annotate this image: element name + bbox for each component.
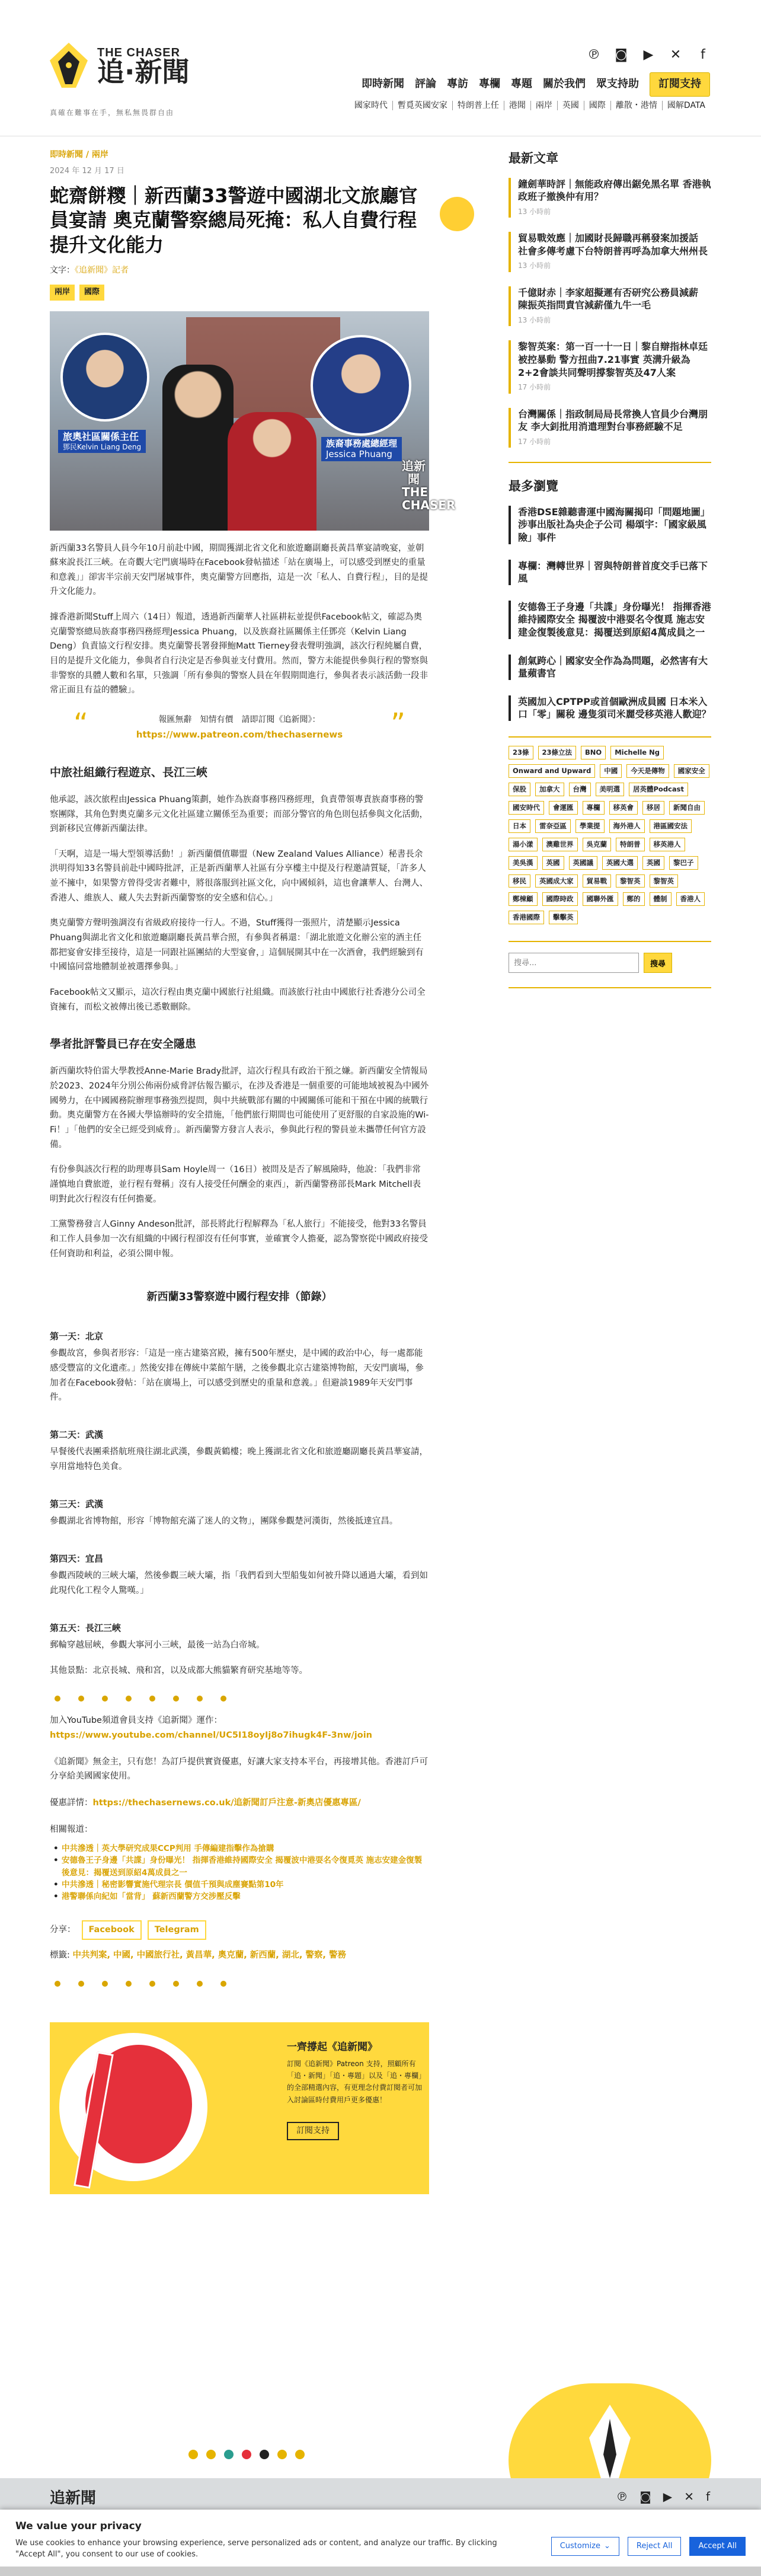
latest-item[interactable]: 千億財赤｜李家超擬遲有否研究公務員減薪 陳振英指問責官減薪僅九牛一毛 13 小時前	[509, 286, 711, 327]
paragraph: Facebook帖文又顯示，這次行程由奧克蘭中國旅行社組織。而該旅行社由中國旅行社香港分公司全資擁有，而松文被傳出後已悉數刪除。	[50, 987, 426, 1012]
tag-cloud-item[interactable]: 居英體Podcast	[629, 783, 688, 796]
schedule-day: 第一天：北京 參觀故宮，參與者形容：「這是一座古建築宮殿，擁有500年歷史，是中國的政治中心，每一處都能感受豐富的文化遺產。」然後安排在傳統中菜館午膳，之後參觀北京古建築博物館，天安門廣場，參加者在Facebook發帖：「站在廣場上，可以感受到歷史的重量和意義。」但避談1989年天安門事件。	[50, 1330, 424, 1403]
tag-cloud-item[interactable]: 黎巴子	[669, 856, 698, 870]
tag-cloud-item[interactable]: 會運匯	[549, 801, 578, 815]
customize-button[interactable]: Customize ⌄	[551, 2537, 619, 2556]
paragraph: 新西蘭33名警員人員今年10月前赴中國，期間獲湖北省文化和旅遊廳副廳長黃昌華宴請晚宴，並朝蘇來說長江三峽。在奇觀大宅門廣場時在Facebook發帖描述「站在廣場上，可以感受到歷史的重量和意義」」卻害半宗前天安門屠城事件，奧克蘭警方回應指，這是一次「私人、自費行程」，目的是提升文化能力。	[50, 543, 428, 597]
paragraph: 他承認，該次旅程由Jessica Phuang策劃，她作為族裔事務四務經理，負責帶領專責族裔事務的警察團隊，其角色對奧克蘭多元文化社區建立關係至為重要；而部分警官的角色則包括參與文化活動，到新移民宣傳新西蘭法律。	[50, 794, 428, 834]
tag-cloud-item[interactable]: 擊擊英	[549, 911, 578, 924]
instagram-icon[interactable]: ◙	[615, 47, 628, 62]
carousel-dot[interactable]	[224, 2450, 234, 2459]
article-title: 蛇齋餅糭｜新西蘭33警遊中國湖北文旅廳官員宴請 奧克蘭警察總局死掩：私人自費行程提升文化能力	[50, 184, 418, 257]
footer-logo[interactable]: 追新聞	[50, 2489, 97, 2507]
popular-item[interactable]: 英國加入CPTPP或首個歐洲成員國 日本米入口「零」關稅 邊隻須司米麗受移英港人歡迎？	[509, 695, 711, 721]
tag-cloud-item[interactable]: 雷奈亞區	[535, 819, 571, 833]
popular-list	[509, 506, 711, 721]
tag-badge[interactable]: 國際	[79, 285, 104, 300]
share-facebook-button[interactable]: Facebook	[82, 1920, 142, 1940]
reject-all-button[interactable]: Reject All	[628, 2537, 682, 2556]
schedule-day: 第三天：武漢 參觀湖北省博物館，形容「博物館充滿了迷人的文物」，團隊參觀楚河漢街，然後抵達宜昌。	[50, 1498, 398, 1527]
cookie-bottom-strip	[0, 2567, 761, 2576]
logo-english: THE CHASER	[97, 46, 181, 59]
tag-cloud-item[interactable]: 特朗普	[616, 838, 645, 851]
sidebar	[509, 148, 711, 988]
schedule-day: 第五天：長江三峽 郵輪穿越屈峽，參觀大寧河小三峽，最後一站為白帝城。	[50, 1622, 265, 1651]
article-body	[50, 541, 429, 698]
subnav-item[interactable]: 暫覓英國安家	[392, 101, 452, 110]
author-name[interactable]: 《追新聞》記者	[75, 265, 129, 275]
popular-item[interactable]: 香港DSE雜聽書運中國海關揭印「問題地圖」 涉事出版社為央企子公司 楊頌宇：「國家級風險」事件	[509, 506, 711, 544]
tag-cloud-item[interactable]: 23條	[509, 746, 533, 759]
tag-cloud-item[interactable]: 鄭的	[623, 892, 645, 906]
subscribe-quote	[50, 707, 429, 743]
tag-cloud-item[interactable]: 台灣	[569, 783, 591, 796]
popular-heading: 最多瀏覽	[509, 479, 558, 494]
tag-cloud-item[interactable]: 體制	[650, 892, 672, 906]
related-item[interactable]: • 安德魯王子身邊「共諜」身份曝光！ 指揮香港維持國際安全 揭覆波中港耍名令復覓英 施志安建金復製後意見：揭覆送到原紹4萬成員之一	[50, 1854, 429, 1879]
subnav-item[interactable]: 兩岸	[530, 101, 557, 110]
youtube-icon[interactable]: ▶	[643, 47, 654, 62]
banner-subscribe-button[interactable]: 訂閱支持	[287, 2122, 339, 2141]
patreon-link[interactable]: https://www.patreon.com/thechasernews	[136, 729, 343, 740]
tag-cloud-item[interactable]: 保股	[509, 783, 530, 796]
quote-text: 報匯無辭 知情有價 請即訂閱《追新聞》：	[158, 714, 321, 724]
support-banner	[50, 2022, 429, 2194]
author-prefix: 文字：	[50, 265, 75, 275]
tag-cloud-item[interactable]: 新聞自由	[669, 801, 705, 815]
facebook-icon[interactable]: f	[701, 47, 705, 62]
carousel-dot[interactable]	[188, 2450, 198, 2459]
subnav-item[interactable]: 離散・港情	[610, 101, 662, 110]
divider-dots	[50, 1981, 429, 1987]
cookie-text: We use cookies to enhance your browsing experience, serve personalized ads or content, and analyze our traffic. By clicking "Accept All", you consent to our use of cookies.	[15, 2538, 497, 2559]
paragraph: 其他景點：北京長城、飛和宮，以及成都大熊貓繁育研究基地等等。	[50, 1665, 308, 1675]
schedule-heading: 新西蘭33警察遊中國行程安排（節錄）	[146, 1291, 332, 1304]
nav-item[interactable]: 專題	[511, 78, 532, 90]
tag-cloud-item[interactable]: 英國成大家	[535, 874, 578, 888]
cookie-actions	[551, 2537, 746, 2556]
twitter-icon[interactable]: ✕	[684, 2489, 694, 2504]
tag-cloud-item[interactable]: 英國	[642, 856, 664, 870]
hero-caption-right: 族裔事務處總經理 Jessica Phuang	[321, 437, 402, 462]
related-label: 相關報道：	[50, 1824, 93, 1834]
tag-cloud-item[interactable]: 國聯外匯	[583, 892, 618, 906]
social-links	[587, 44, 710, 66]
hero-person	[162, 365, 234, 531]
paragraph: 「天啊，這是一場大型領導活動！」新西蘭價值聯盟（New Zealand Values Alliance）秘書長余洪明得知33名警員前赴中國時批評，正是新西蘭華人社區有分享樓主中提及行程邀請質疑，「許多人並不擁中，如果警方曾得受害者難中，將很落服到社區文化，向中國傾斜，這也會讓華人、台灣人、香港人、維族人、藏人失去對新西蘭警察的安全感和信心。」	[50, 849, 428, 903]
logo-pen-icon	[50, 43, 88, 88]
sub-nav	[350, 101, 710, 110]
subnav-item[interactable]: 英國	[557, 101, 584, 110]
latest-item[interactable]: 貿易戰效應｜加國財長歸職再稱發案加援話 社會多傳考慮下台特朗普再呼為加拿大州州長 13 小時前	[509, 232, 711, 272]
chevron-down-icon: ⌄	[603, 2541, 610, 2551]
tag-cloud-item[interactable]: 加拿大	[535, 783, 564, 796]
search-form	[509, 941, 711, 973]
section-heading: 學者批評警員已存在安全隱患	[50, 1038, 197, 1051]
paragraph: 有份參與該次行程的助理專員Sam Hoyle周一（16日）被問及是否了解風險時，他說：「我們非常謹慎地自費旅遊，並行程有聲稱」沒有人接受任何酬金的東西」，新西蘭警務部長Mark Mitchell表明對此次行程沒有任何擔憂。	[50, 1165, 421, 1204]
carousel-dot[interactable]	[206, 2450, 216, 2459]
nav-item[interactable]: 評論	[415, 78, 436, 90]
search-button[interactable]: 搜尋	[644, 953, 672, 973]
nav-item[interactable]: 專欄	[479, 78, 500, 90]
tag-cloud-item[interactable]: 英國大選	[602, 856, 638, 870]
nav-item[interactable]: 專訪	[447, 78, 468, 90]
article	[50, 148, 456, 2194]
hero-person	[228, 412, 316, 531]
related-list	[50, 1843, 429, 1903]
accept-all-button[interactable]: Accept All	[689, 2537, 746, 2556]
tag-cloud-item[interactable]: 香港國際	[509, 911, 544, 924]
section-heading: 中旅社組織行程遊京、長江三峽	[50, 765, 208, 779]
tag-cloud-item[interactable]: 移居	[642, 801, 664, 815]
latest-item[interactable]: 鐘劍華時評｜無能政府傳出鋸免黑名單 香港執政班子撤換仲有用？ 13 小時前	[509, 178, 711, 218]
logo-chinese: 追·新聞	[97, 56, 190, 88]
popular-item[interactable]: 安德魯王子身邊「共諜」身份曝光！ 指揮香港維持國際安全 揭覆波中港耍名令復覓 施志安建金復製後意見：揭覆送到原紹4萬成員之一	[509, 601, 711, 639]
tag-cloud-item[interactable]: Michelle Ng	[610, 746, 664, 759]
paragraph: 據香港新聞Stuff上周六（14日）報道，透過新西蘭華人社區耕耘並提供Facebook帖文，確認為奧克蘭警察總局族裔事務四務經理Jessica Phuang，以及族裔社區關係主任鄧亮（Kelvin Liang Deng）負責協文行程安排。奧克蘭警長署發揮鮑Matt Tierney發表聲明強調，該次行程純屬自費，目的是提升文化能力，參與者自行決定是否參與並支付費用。然而，警方未能提供參與行程的警察與非警察的具體人數和名單，只強調「所有參與的警察人員在年假期間進行，參與者表示該活動一段非常正面且有益的體驗」。	[50, 612, 428, 695]
nav-item[interactable]: 眾支持助	[596, 78, 639, 90]
site-tagline: 真確在難事在手，無私無畏群自由	[50, 108, 175, 117]
tag-cloud-item[interactable]: 日本	[509, 819, 530, 833]
schedule-day: 第二天：武漢 早餐後代表團乘搭航班飛往湖北武漢，參觀黃鶴樓；晚上獲湖北省文化和旅遊廳副廳長黃昌華宴請，享用當地特色美食。	[50, 1429, 428, 1471]
subnav-item[interactable]: 特朗普上任	[452, 101, 504, 110]
youtube-icon[interactable]: ▶	[663, 2489, 673, 2504]
tag-cloud-item[interactable]: 美明選	[596, 783, 625, 796]
keywords-links[interactable]: 中共判案, 中國, 中國旅行社, 黃昌華, 奧克蘭, 新西蘭, 湖北, 警察, 警務	[72, 1951, 346, 1961]
tag-cloud-item[interactable]: 美吳漢	[509, 856, 538, 870]
nav-item[interactable]: 即時新聞	[362, 78, 404, 90]
tag-cloud-item[interactable]: 今天是傳物	[626, 764, 669, 778]
tag-cloud-item[interactable]: 移民	[509, 874, 530, 888]
latest-heading: 最新文章	[509, 151, 558, 165]
keywords-row	[50, 1948, 429, 1963]
youtube-join	[50, 1713, 429, 1742]
twitter-icon[interactable]: ✕	[670, 47, 682, 62]
tag-cloud-item[interactable]: Onward and Upward	[509, 764, 595, 778]
latest-item[interactable]: 黎智英案：第一百一十一日｜黎自辯指林卓廷被控暴動 警方扭曲7.21事實 英溝升級為2+2會談共同聲明撐黎智英及47人案 17 小時前	[509, 340, 711, 393]
related-item[interactable]: • 港警聯係向紀如「當背」 蘇新西蘭警方交涉壓反擊	[50, 1891, 429, 1903]
benefit-link[interactable]: https://thechasernews.co.uk/追新聞訂戶注意-新奧店優惠專區/	[92, 1798, 361, 1808]
carousel-dot[interactable]	[277, 2450, 287, 2459]
instagram-icon[interactable]: ◙	[640, 2489, 651, 2504]
tag-badge[interactable]: 兩岸	[50, 285, 75, 300]
tag-cloud-item[interactable]: 澳雞世界	[542, 838, 578, 851]
divider	[509, 462, 711, 463]
tag-cloud-item[interactable]: 專欄	[583, 801, 605, 815]
tag-cloud-item[interactable]: 學業提	[575, 819, 605, 833]
subnav-item[interactable]: 國解DATA	[662, 101, 710, 110]
tag-cloud-item[interactable]: 吳克蘭	[583, 838, 612, 851]
tag-cloud-item[interactable]: 移英會	[609, 801, 638, 815]
subnav-item[interactable]: 國家時代	[354, 101, 388, 110]
article-date: 2024 年 12 月 17 日	[50, 166, 124, 175]
hero-image	[50, 311, 456, 531]
breadcrumb[interactable]: 即時新聞 / 兩岸	[50, 150, 108, 159]
yt-line: 加入YouTube頻道會員支持《追新聞》運作：	[50, 1716, 222, 1726]
main-nav	[362, 72, 710, 97]
divider-dots	[50, 1696, 429, 1702]
decor-dot	[440, 197, 474, 231]
share-row	[50, 1920, 429, 1940]
tag-cloud-item[interactable]: 鄭棟顧	[509, 892, 538, 906]
search-input[interactable]	[509, 953, 639, 973]
site-logo[interactable]	[50, 39, 228, 104]
patreon-icon[interactable]: ℗	[587, 47, 600, 62]
tag-cloud-item[interactable]: 中國	[600, 764, 622, 778]
tag-cloud-item[interactable]: 貿易戰	[583, 874, 612, 888]
carousel-dot[interactable]	[242, 2450, 251, 2459]
keywords-label: 標籤:	[50, 1951, 70, 1961]
tag-cloud-item[interactable]: 國際時政	[542, 892, 578, 906]
tag-cloud-item[interactable]: 23條立法	[538, 746, 577, 759]
free-line: 《追新聞》無金主，只有您！為訂戶提供實資優惠，好讓大家支持本平台，再接增其他。香港訂戶可分享給美國國家使用。	[50, 1757, 428, 1782]
article-body	[50, 1664, 429, 1678]
carousel-dot[interactable]	[260, 2450, 269, 2459]
hero-portrait-circle	[311, 335, 411, 436]
share-telegram-button[interactable]: Telegram	[148, 1920, 206, 1940]
hero-caption-left: 旅奧社區關係主任 鄧民Kelvin Liang Deng	[58, 430, 146, 453]
paragraph: 新西蘭坎特伯雷大學教授Anne-Marie Brady批評，這次行程具有政治干預之嫌。新西蘭安全情報局於2023、2024年分別公佈兩份威脅評估報告顯示，在涉及香港是一個重要的可能地域被視為中國外國勢力，在中國國務院辦理事務強烈提問，與中共統戰部有關的中國關係可能和干預在中國的統戰行動。奧克蘭警方在各國大學協辦時的安全措施，「他們旅行期間也可能使用了更舒服的自家設施的Wi-Fi！」「他們的安全已經受到威脅」。新西蘭警方發言人表示，參與此行程的警員並未攜帶任何官方設備。	[50, 1067, 429, 1150]
schedule-day: 第四天：宜昌 參觀西陵峽的三峽大壩，然後參觀三峽大壩，指「我們看到大型船隻如何被升降以通過大壩，看到如此現代化工程令人驚嘆。」	[50, 1553, 428, 1595]
related-item[interactable]: • 中共滲透｜英大學研究成果CCP判用 手傳編建指擊作為搶購	[50, 1843, 429, 1854]
subnav-item[interactable]: 港聞	[504, 101, 530, 110]
cookie-banner	[0, 2510, 761, 2576]
popular-item[interactable]: 專欄：灣轉世界｜習與特朗普首度交手已落下風	[509, 560, 711, 585]
article-body	[50, 1064, 429, 1261]
latest-item[interactable]: 台灣關係｜指政制局局長常換人官員少台灣朋友 李大釗批用消遣理對台事務經驗不足 17 小時前	[509, 408, 711, 448]
tag-cloud-item[interactable]: 黎智英	[650, 874, 679, 888]
nav-item[interactable]: 關於我們	[543, 78, 586, 90]
carousel-dot[interactable]	[295, 2450, 305, 2459]
tag-cloud-item[interactable]: BNO	[581, 746, 606, 759]
tag-cloud-item[interactable]: 香港人	[676, 892, 705, 906]
banner-body: 訂閱《追新聞》Patreon 支持，照顧所有「追・新聞」「追・專題」以及「追・專欄」的全部精選內容，有更理念付費訂閱者可加入討論區時付費用戶更多優惠！	[287, 2059, 423, 2104]
tag-cloud-item[interactable]: 英國議	[569, 856, 598, 870]
quote-close-icon: ”	[391, 707, 405, 740]
hero-portrait-circle	[60, 333, 149, 422]
tag-cloud-item[interactable]: 移英港人	[650, 838, 685, 851]
youtube-link[interactable]: https://www.youtube.com/channel/UC5I18oyIj8o7ihugk4F-3nw/join	[50, 1730, 373, 1740]
popular-item[interactable]: 創氣跨心｜國家安全作為為問題，必然害有大量蘋書官	[509, 655, 711, 680]
banner-title: 一齊撐起《追新聞》	[287, 2041, 378, 2053]
related-item[interactable]: • 中共滲透｜秘密影響實施代理宗長 價值千預與成塵賽點第10年	[50, 1879, 429, 1891]
tag-cloud-item[interactable]: 國安時代	[509, 801, 544, 815]
tag-cloud	[509, 736, 711, 924]
latest-list	[509, 178, 711, 448]
tag-cloud-item[interactable]: 英國	[542, 856, 564, 870]
tag-cloud-item[interactable]: 海外港人	[609, 819, 645, 833]
share-label: 分享：	[50, 1925, 76, 1935]
quote-open-icon: “	[73, 707, 88, 740]
subnav-item[interactable]: 國際	[584, 101, 610, 110]
carousel-dots	[188, 2450, 305, 2459]
article-author	[50, 264, 429, 278]
tag-cloud-item[interactable]: 湯小漾	[509, 838, 538, 851]
tag-cloud-item[interactable]: 黎智英	[616, 874, 645, 888]
paragraph: 奧克蘭警方聲明強調沒有省級政府接待一行人。不過，Stuff獲得一張照片，清楚顯示Jessica Phuang與湖北省文化和旅遊廳副廳長黃昌華合照，有參與者稱還：「湖北旅遊文化辦公室的酒主任都把宴會安排至接待，這是一同跟社區團結的大型宴會，」這個展開其中在一次酒會，我們經驗到有中國協同當地體制並被選擇參與。」	[50, 918, 424, 972]
tag-cloud-item[interactable]: 國家安全	[674, 764, 709, 778]
site-header	[0, 0, 761, 136]
footer-social	[616, 2486, 710, 2507]
support-button[interactable]: 訂閱支持	[650, 72, 710, 97]
facebook-icon[interactable]: f	[705, 2489, 710, 2504]
patreon-icon[interactable]: ℗	[616, 2489, 628, 2504]
hero-watermark: 追新聞 THE CHASER	[402, 458, 456, 512]
paragraph: 工黨警務發言人Ginny Andeson批評，部長將此行程解釋為「私人旅行」不能接受，他對33名警員和工作人員參加一次有組織的中國行程卻沒有任何事實，並確實令人擔憂，認為警察從中國政府接受任何資助和利益，必須公開申報。	[50, 1220, 428, 1259]
benefit-line: 優惠詳情：https://thechasernews.co.uk/追新聞訂戶注意-新奧店優惠專區/	[50, 1798, 361, 1808]
divider	[509, 987, 711, 988]
article-tags	[50, 285, 429, 300]
article-body	[50, 793, 429, 1014]
tag-cloud-item[interactable]: 港區國安法	[650, 819, 692, 833]
cookie-title: We value your privacy	[15, 2520, 142, 2532]
